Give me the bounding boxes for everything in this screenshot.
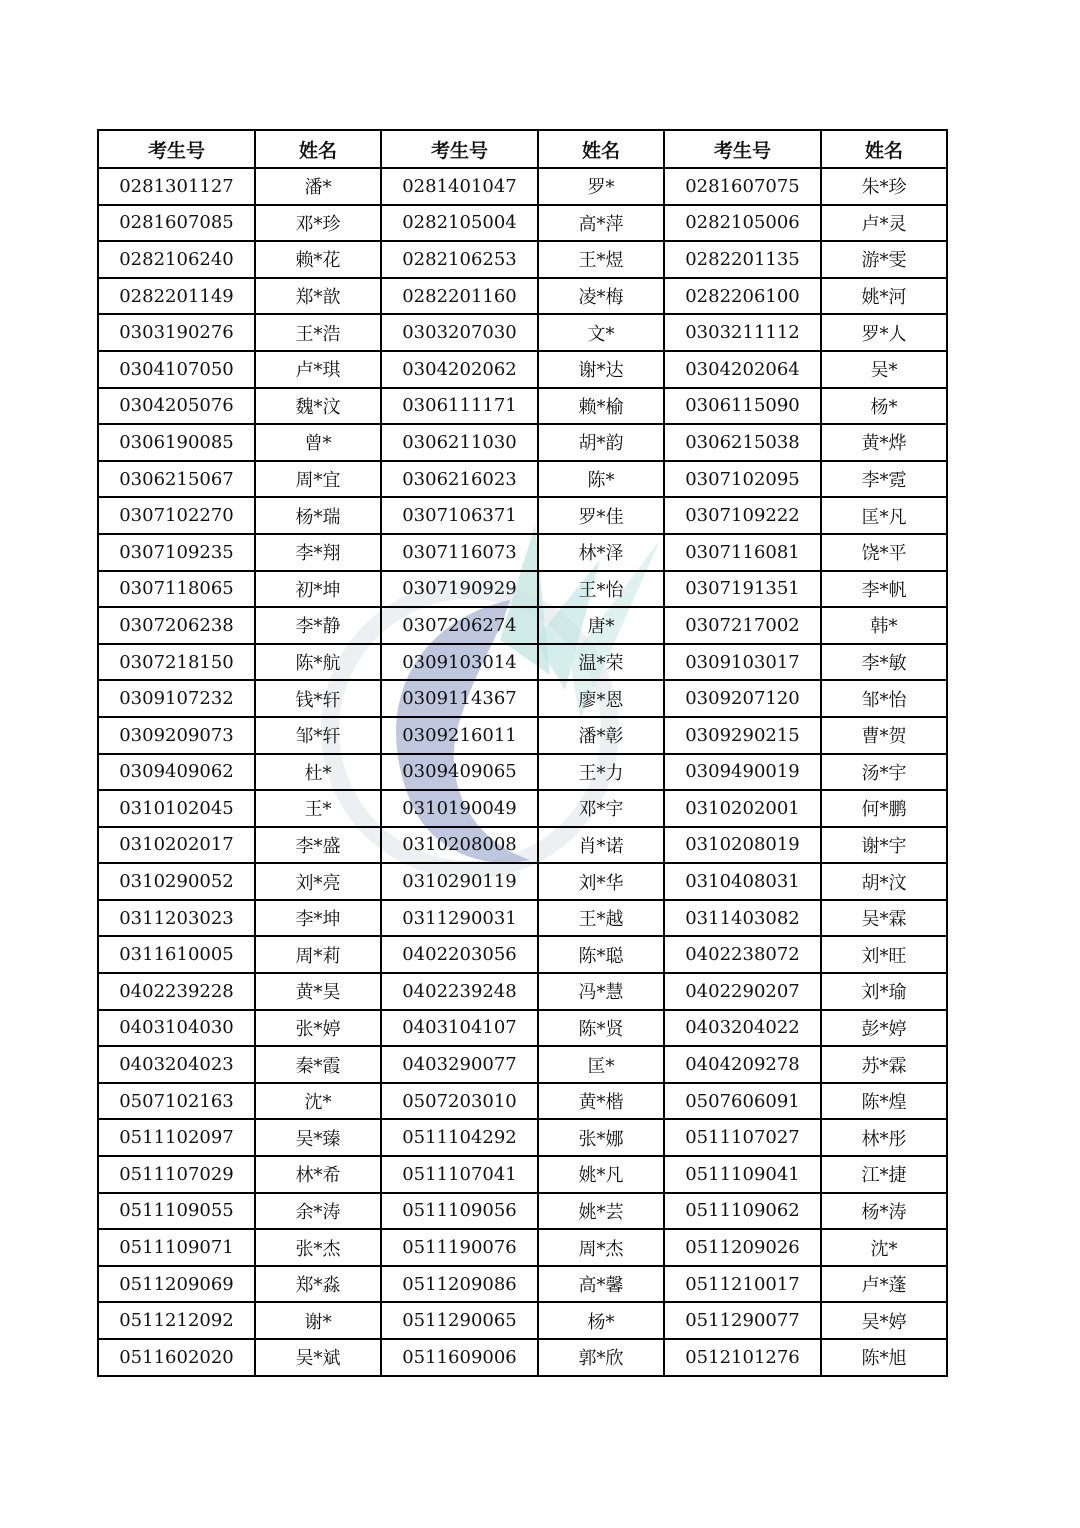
candidate-id-cell: 0306215067 [98, 461, 255, 498]
candidate-name-cell: 张*婷 [255, 1010, 381, 1047]
candidate-name-cell: 杨* [821, 388, 947, 425]
candidate-id-cell: 0307217002 [664, 607, 821, 644]
candidate-name-cell: 温*荣 [538, 644, 664, 681]
candidate-id-cell: 0282106240 [98, 241, 255, 278]
candidate-id-cell: 0307206274 [381, 607, 538, 644]
table-row [98, 1156, 947, 1193]
candidate-name-cell: 郑*淼 [255, 1266, 381, 1303]
candidate-id-cell: 0306111171 [381, 388, 538, 425]
table-row [98, 1302, 947, 1339]
candidate-id-cell: 0310202017 [98, 827, 255, 864]
candidate-id-cell: 0309490019 [664, 754, 821, 791]
candidate-name-cell: 陈*贤 [538, 1010, 664, 1047]
candidate-name-cell: 王*越 [538, 900, 664, 937]
candidate-name-cell: 王*力 [538, 754, 664, 791]
candidate-id-cell: 0310290119 [381, 863, 538, 900]
candidate-name-cell: 游*雯 [821, 241, 947, 278]
candidate-name-cell: 陈* [538, 461, 664, 498]
candidate-name-cell: 吴*斌 [255, 1339, 381, 1376]
candidate-id-cell: 0307218150 [98, 644, 255, 681]
candidate-name-cell: 陈*聪 [538, 936, 664, 973]
candidate-id-cell: 0309207120 [664, 680, 821, 717]
candidate-id-cell: 0511602020 [98, 1339, 255, 1376]
table-row [98, 241, 947, 278]
column-header: 姓名 [538, 130, 664, 168]
candidate-name-cell: 黄*楷 [538, 1083, 664, 1120]
candidate-name-cell: 李*霓 [821, 461, 947, 498]
candidate-name-cell: 李*静 [255, 607, 381, 644]
table-row [98, 1339, 947, 1376]
candidate-id-cell: 0310190049 [381, 790, 538, 827]
candidate-name-cell: 余*涛 [255, 1193, 381, 1230]
candidate-id-cell: 0511107027 [664, 1119, 821, 1156]
candidate-name-cell: 黄*昊 [255, 973, 381, 1010]
candidate-name-cell: 黄*烨 [821, 424, 947, 461]
candidate-id-cell: 0511107029 [98, 1156, 255, 1193]
candidate-id-cell: 0304202064 [664, 351, 821, 388]
candidate-id-cell: 0511104292 [381, 1119, 538, 1156]
candidate-id-cell: 0310208019 [664, 827, 821, 864]
candidate-name-cell: 张*杰 [255, 1229, 381, 1266]
table-row [98, 1046, 947, 1083]
column-header: 姓名 [255, 130, 381, 168]
candidate-id-cell: 0307109235 [98, 534, 255, 571]
candidate-id-cell: 0311610005 [98, 936, 255, 973]
candidate-name-cell: 曹*贺 [821, 717, 947, 754]
candidate-name-cell: 郭*欣 [538, 1339, 664, 1376]
candidate-id-cell: 0311290031 [381, 900, 538, 937]
candidate-name-cell: 胡*韵 [538, 424, 664, 461]
table-header-row [98, 130, 947, 168]
table-row [98, 1010, 947, 1047]
candidate-name-cell: 廖*恩 [538, 680, 664, 717]
candidate-name-cell: 赖*榆 [538, 388, 664, 425]
candidate-id-cell: 0511102097 [98, 1119, 255, 1156]
candidate-id-cell: 0310102045 [98, 790, 255, 827]
column-header: 考生号 [98, 130, 255, 168]
table-row [98, 900, 947, 937]
candidate-name-cell: 林*泽 [538, 534, 664, 571]
candidate-id-cell: 0304202062 [381, 351, 538, 388]
candidate-name-cell: 罗*佳 [538, 497, 664, 534]
candidate-id-cell: 0282201160 [381, 278, 538, 315]
candidate-id-cell: 0403290077 [381, 1046, 538, 1083]
candidate-id-cell: 0403104030 [98, 1010, 255, 1047]
candidate-id-cell: 0507606091 [664, 1083, 821, 1120]
candidate-name-cell: 高*萍 [538, 205, 664, 242]
candidate-name-cell: 卢*灵 [821, 205, 947, 242]
candidate-name-cell: 吴*婷 [821, 1302, 947, 1339]
candidate-id-cell: 0402239248 [381, 973, 538, 1010]
candidate-name-cell: 谢* [255, 1302, 381, 1339]
candidate-name-cell: 赖*花 [255, 241, 381, 278]
candidate-name-cell: 周*宜 [255, 461, 381, 498]
candidate-name-cell: 邹*轩 [255, 717, 381, 754]
candidate-name-cell: 肖*诺 [538, 827, 664, 864]
candidate-name-cell: 陈*煌 [821, 1083, 947, 1120]
candidate-name-cell: 谢*宇 [821, 827, 947, 864]
candidate-id-cell: 0309290215 [664, 717, 821, 754]
candidate-name-cell: 李*帆 [821, 571, 947, 608]
table-row [98, 1083, 947, 1120]
candidate-name-cell: 唐* [538, 607, 664, 644]
table-row [98, 827, 947, 864]
candidate-id-cell: 0309107232 [98, 680, 255, 717]
column-header: 考生号 [381, 130, 538, 168]
candidate-name-cell: 姚*芸 [538, 1193, 664, 1230]
candidate-name-cell: 李*盛 [255, 827, 381, 864]
candidate-id-cell: 0511209086 [381, 1266, 538, 1303]
candidate-name-cell: 匡* [538, 1046, 664, 1083]
table-row [98, 278, 947, 315]
table-row [98, 424, 947, 461]
candidate-name-cell: 李*敏 [821, 644, 947, 681]
candidate-id-cell: 0309103014 [381, 644, 538, 681]
candidate-id-cell: 0511107041 [381, 1156, 538, 1193]
table-row [98, 1229, 947, 1266]
candidate-name-cell: 罗* [538, 168, 664, 205]
candidate-name-cell: 姚*凡 [538, 1156, 664, 1193]
candidate-name-cell: 谢*达 [538, 351, 664, 388]
candidate-id-cell: 0282201149 [98, 278, 255, 315]
candidate-id-cell: 0307191351 [664, 571, 821, 608]
candidate-id-cell: 0306115090 [664, 388, 821, 425]
candidate-name-cell: 王*怡 [538, 571, 664, 608]
table-row [98, 1193, 947, 1230]
candidate-name-cell: 苏*霖 [821, 1046, 947, 1083]
candidate-name-cell: 胡*汶 [821, 863, 947, 900]
candidate-id-cell: 0403104107 [381, 1010, 538, 1047]
candidate-id-cell: 0511109062 [664, 1193, 821, 1230]
candidate-name-cell: 文* [538, 314, 664, 351]
candidate-name-cell: 刘*华 [538, 863, 664, 900]
table-row [98, 534, 947, 571]
candidate-name-cell: 何*鹏 [821, 790, 947, 827]
candidate-id-cell: 0307102095 [664, 461, 821, 498]
candidate-id-cell: 0512101276 [664, 1339, 821, 1376]
candidate-name-cell: 吴*臻 [255, 1119, 381, 1156]
table-row [98, 644, 947, 681]
candidate-name-cell: 杨*涛 [821, 1193, 947, 1230]
candidate-name-cell: 杜* [255, 754, 381, 791]
candidate-id-cell: 0282201135 [664, 241, 821, 278]
candidate-name-cell: 潘* [255, 168, 381, 205]
candidate-id-cell: 0402203056 [381, 936, 538, 973]
candidate-id-cell: 0310208008 [381, 827, 538, 864]
column-header: 姓名 [821, 130, 947, 168]
candidate-name-cell: 刘*亮 [255, 863, 381, 900]
table-row [98, 571, 947, 608]
candidate-name-cell: 潘*彰 [538, 717, 664, 754]
candidate-name-cell: 周*杰 [538, 1229, 664, 1266]
candidate-name-cell: 秦*霞 [255, 1046, 381, 1083]
candidate-id-cell: 0309216011 [381, 717, 538, 754]
candidate-name-cell: 林*彤 [821, 1119, 947, 1156]
table-body [98, 168, 947, 1376]
candidate-name-cell: 罗*人 [821, 314, 947, 351]
candidate-id-cell: 0309409062 [98, 754, 255, 791]
candidate-name-cell: 李*坤 [255, 900, 381, 937]
candidate-id-cell: 0309103017 [664, 644, 821, 681]
candidate-name-cell: 邹*怡 [821, 680, 947, 717]
candidate-id-cell: 0310408031 [664, 863, 821, 900]
candidate-id-cell: 0307106371 [381, 497, 538, 534]
table-row [98, 936, 947, 973]
candidate-name-cell: 杨* [538, 1302, 664, 1339]
candidate-id-cell: 0402239228 [98, 973, 255, 1010]
candidate-id-cell: 0511109056 [381, 1193, 538, 1230]
candidate-name-cell: 江*捷 [821, 1156, 947, 1193]
candidate-id-cell: 0307190929 [381, 571, 538, 608]
candidate-id-cell: 0309209073 [98, 717, 255, 754]
candidate-id-cell: 0511290077 [664, 1302, 821, 1339]
candidate-id-cell: 0307116073 [381, 534, 538, 571]
candidate-name-cell: 吴* [821, 351, 947, 388]
candidate-id-cell: 0511210017 [664, 1266, 821, 1303]
table-row [98, 205, 947, 242]
candidate-id-cell: 0507203010 [381, 1083, 538, 1120]
candidate-id-cell: 0511609006 [381, 1339, 538, 1376]
table-row [98, 351, 947, 388]
candidate-id-cell: 0282206100 [664, 278, 821, 315]
table-row [98, 1266, 947, 1303]
candidate-id-cell: 0281301127 [98, 168, 255, 205]
candidate-id-cell: 0306211030 [381, 424, 538, 461]
candidate-name-cell: 卢*琪 [255, 351, 381, 388]
table-row [98, 168, 947, 205]
candidate-name-cell: 匡*凡 [821, 497, 947, 534]
table-row [98, 973, 947, 1010]
candidate-name-cell: 林*希 [255, 1156, 381, 1193]
candidate-name-cell: 曾* [255, 424, 381, 461]
candidate-name-cell: 陈*旭 [821, 1339, 947, 1376]
candidate-id-cell: 0511190076 [381, 1229, 538, 1266]
candidate-id-cell: 0310202001 [664, 790, 821, 827]
candidate-id-cell: 0307109222 [664, 497, 821, 534]
candidate-name-cell: 沈* [821, 1229, 947, 1266]
candidate-name-cell: 汤*宇 [821, 754, 947, 791]
candidate-id-cell: 0309114367 [381, 680, 538, 717]
candidate-name-cell: 魏*汶 [255, 388, 381, 425]
candidate-id-cell: 0403204022 [664, 1010, 821, 1047]
column-header: 考生号 [664, 130, 821, 168]
candidate-id-cell: 0306216023 [381, 461, 538, 498]
candidate-id-cell: 0311203023 [98, 900, 255, 937]
candidate-id-cell: 0511212092 [98, 1302, 255, 1339]
candidate-id-cell: 0511290065 [381, 1302, 538, 1339]
table-row [98, 497, 947, 534]
candidate-name-cell: 朱*珍 [821, 168, 947, 205]
candidate-name-cell: 刘*旺 [821, 936, 947, 973]
table-row [98, 717, 947, 754]
candidate-id-cell: 0310290052 [98, 863, 255, 900]
candidate-name-cell: 高*馨 [538, 1266, 664, 1303]
candidate-id-cell: 0281607085 [98, 205, 255, 242]
candidate-name-cell: 张*娜 [538, 1119, 664, 1156]
candidate-id-cell: 0306190085 [98, 424, 255, 461]
candidate-id-cell: 0403204023 [98, 1046, 255, 1083]
candidate-id-cell: 0307206238 [98, 607, 255, 644]
table-row [98, 680, 947, 717]
candidate-id-cell: 0404209278 [664, 1046, 821, 1083]
candidate-id-cell: 0303190276 [98, 314, 255, 351]
table-row [98, 607, 947, 644]
candidate-name-cell: 刘*瑜 [821, 973, 947, 1010]
candidate-id-cell: 0281401047 [381, 168, 538, 205]
candidate-id-cell: 0311403082 [664, 900, 821, 937]
candidate-name-cell: 姚*河 [821, 278, 947, 315]
candidate-name-cell: 郑*歆 [255, 278, 381, 315]
candidate-id-cell: 0511209026 [664, 1229, 821, 1266]
candidate-name-cell: 王*浩 [255, 314, 381, 351]
candidate-id-cell: 0307102270 [98, 497, 255, 534]
candidate-id-cell: 0307116081 [664, 534, 821, 571]
candidate-table [97, 129, 948, 1377]
candidate-id-cell: 0281607075 [664, 168, 821, 205]
candidate-id-cell: 0304107050 [98, 351, 255, 388]
candidate-name-cell: 冯*慧 [538, 973, 664, 1010]
candidate-name-cell: 王*煜 [538, 241, 664, 278]
candidate-name-cell: 邓*宇 [538, 790, 664, 827]
candidate-id-cell: 0511109041 [664, 1156, 821, 1193]
candidate-name-cell: 吴*霖 [821, 900, 947, 937]
candidate-id-cell: 0282105006 [664, 205, 821, 242]
candidate-name-cell: 韩* [821, 607, 947, 644]
candidate-name-cell: 杨*瑞 [255, 497, 381, 534]
candidate-name-cell: 李*翔 [255, 534, 381, 571]
candidate-name-cell: 沈* [255, 1083, 381, 1120]
candidate-name-cell: 周*莉 [255, 936, 381, 973]
candidate-id-cell: 0306215038 [664, 424, 821, 461]
table-row [98, 461, 947, 498]
candidate-id-cell: 0303207030 [381, 314, 538, 351]
candidate-name-cell: 邓*珍 [255, 205, 381, 242]
candidate-id-cell: 0282106253 [381, 241, 538, 278]
candidate-id-cell: 0402290207 [664, 973, 821, 1010]
candidate-id-cell: 0309409065 [381, 754, 538, 791]
table-row [98, 754, 947, 791]
candidate-id-cell: 0511109055 [98, 1193, 255, 1230]
candidate-name-cell: 彭*婷 [821, 1010, 947, 1047]
candidate-id-cell: 0511209069 [98, 1266, 255, 1303]
candidate-name-cell: 卢*蓬 [821, 1266, 947, 1303]
table-row [98, 388, 947, 425]
candidate-name-cell: 钱*轩 [255, 680, 381, 717]
candidate-name-cell: 饶*平 [821, 534, 947, 571]
candidate-id-cell: 0304205076 [98, 388, 255, 425]
candidate-name-cell: 王* [255, 790, 381, 827]
table-row [98, 863, 947, 900]
candidate-id-cell: 0402238072 [664, 936, 821, 973]
candidate-id-cell: 0282105004 [381, 205, 538, 242]
candidate-name-cell: 初*坤 [255, 571, 381, 608]
candidate-id-cell: 0511109071 [98, 1229, 255, 1266]
table-row [98, 1119, 947, 1156]
candidate-id-cell: 0303211112 [664, 314, 821, 351]
table-row [98, 314, 947, 351]
candidate-id-cell: 0507102163 [98, 1083, 255, 1120]
candidate-name-cell: 凌*梅 [538, 278, 664, 315]
candidate-name-cell: 陈*航 [255, 644, 381, 681]
candidate-id-cell: 0307118065 [98, 571, 255, 608]
table-row [98, 790, 947, 827]
